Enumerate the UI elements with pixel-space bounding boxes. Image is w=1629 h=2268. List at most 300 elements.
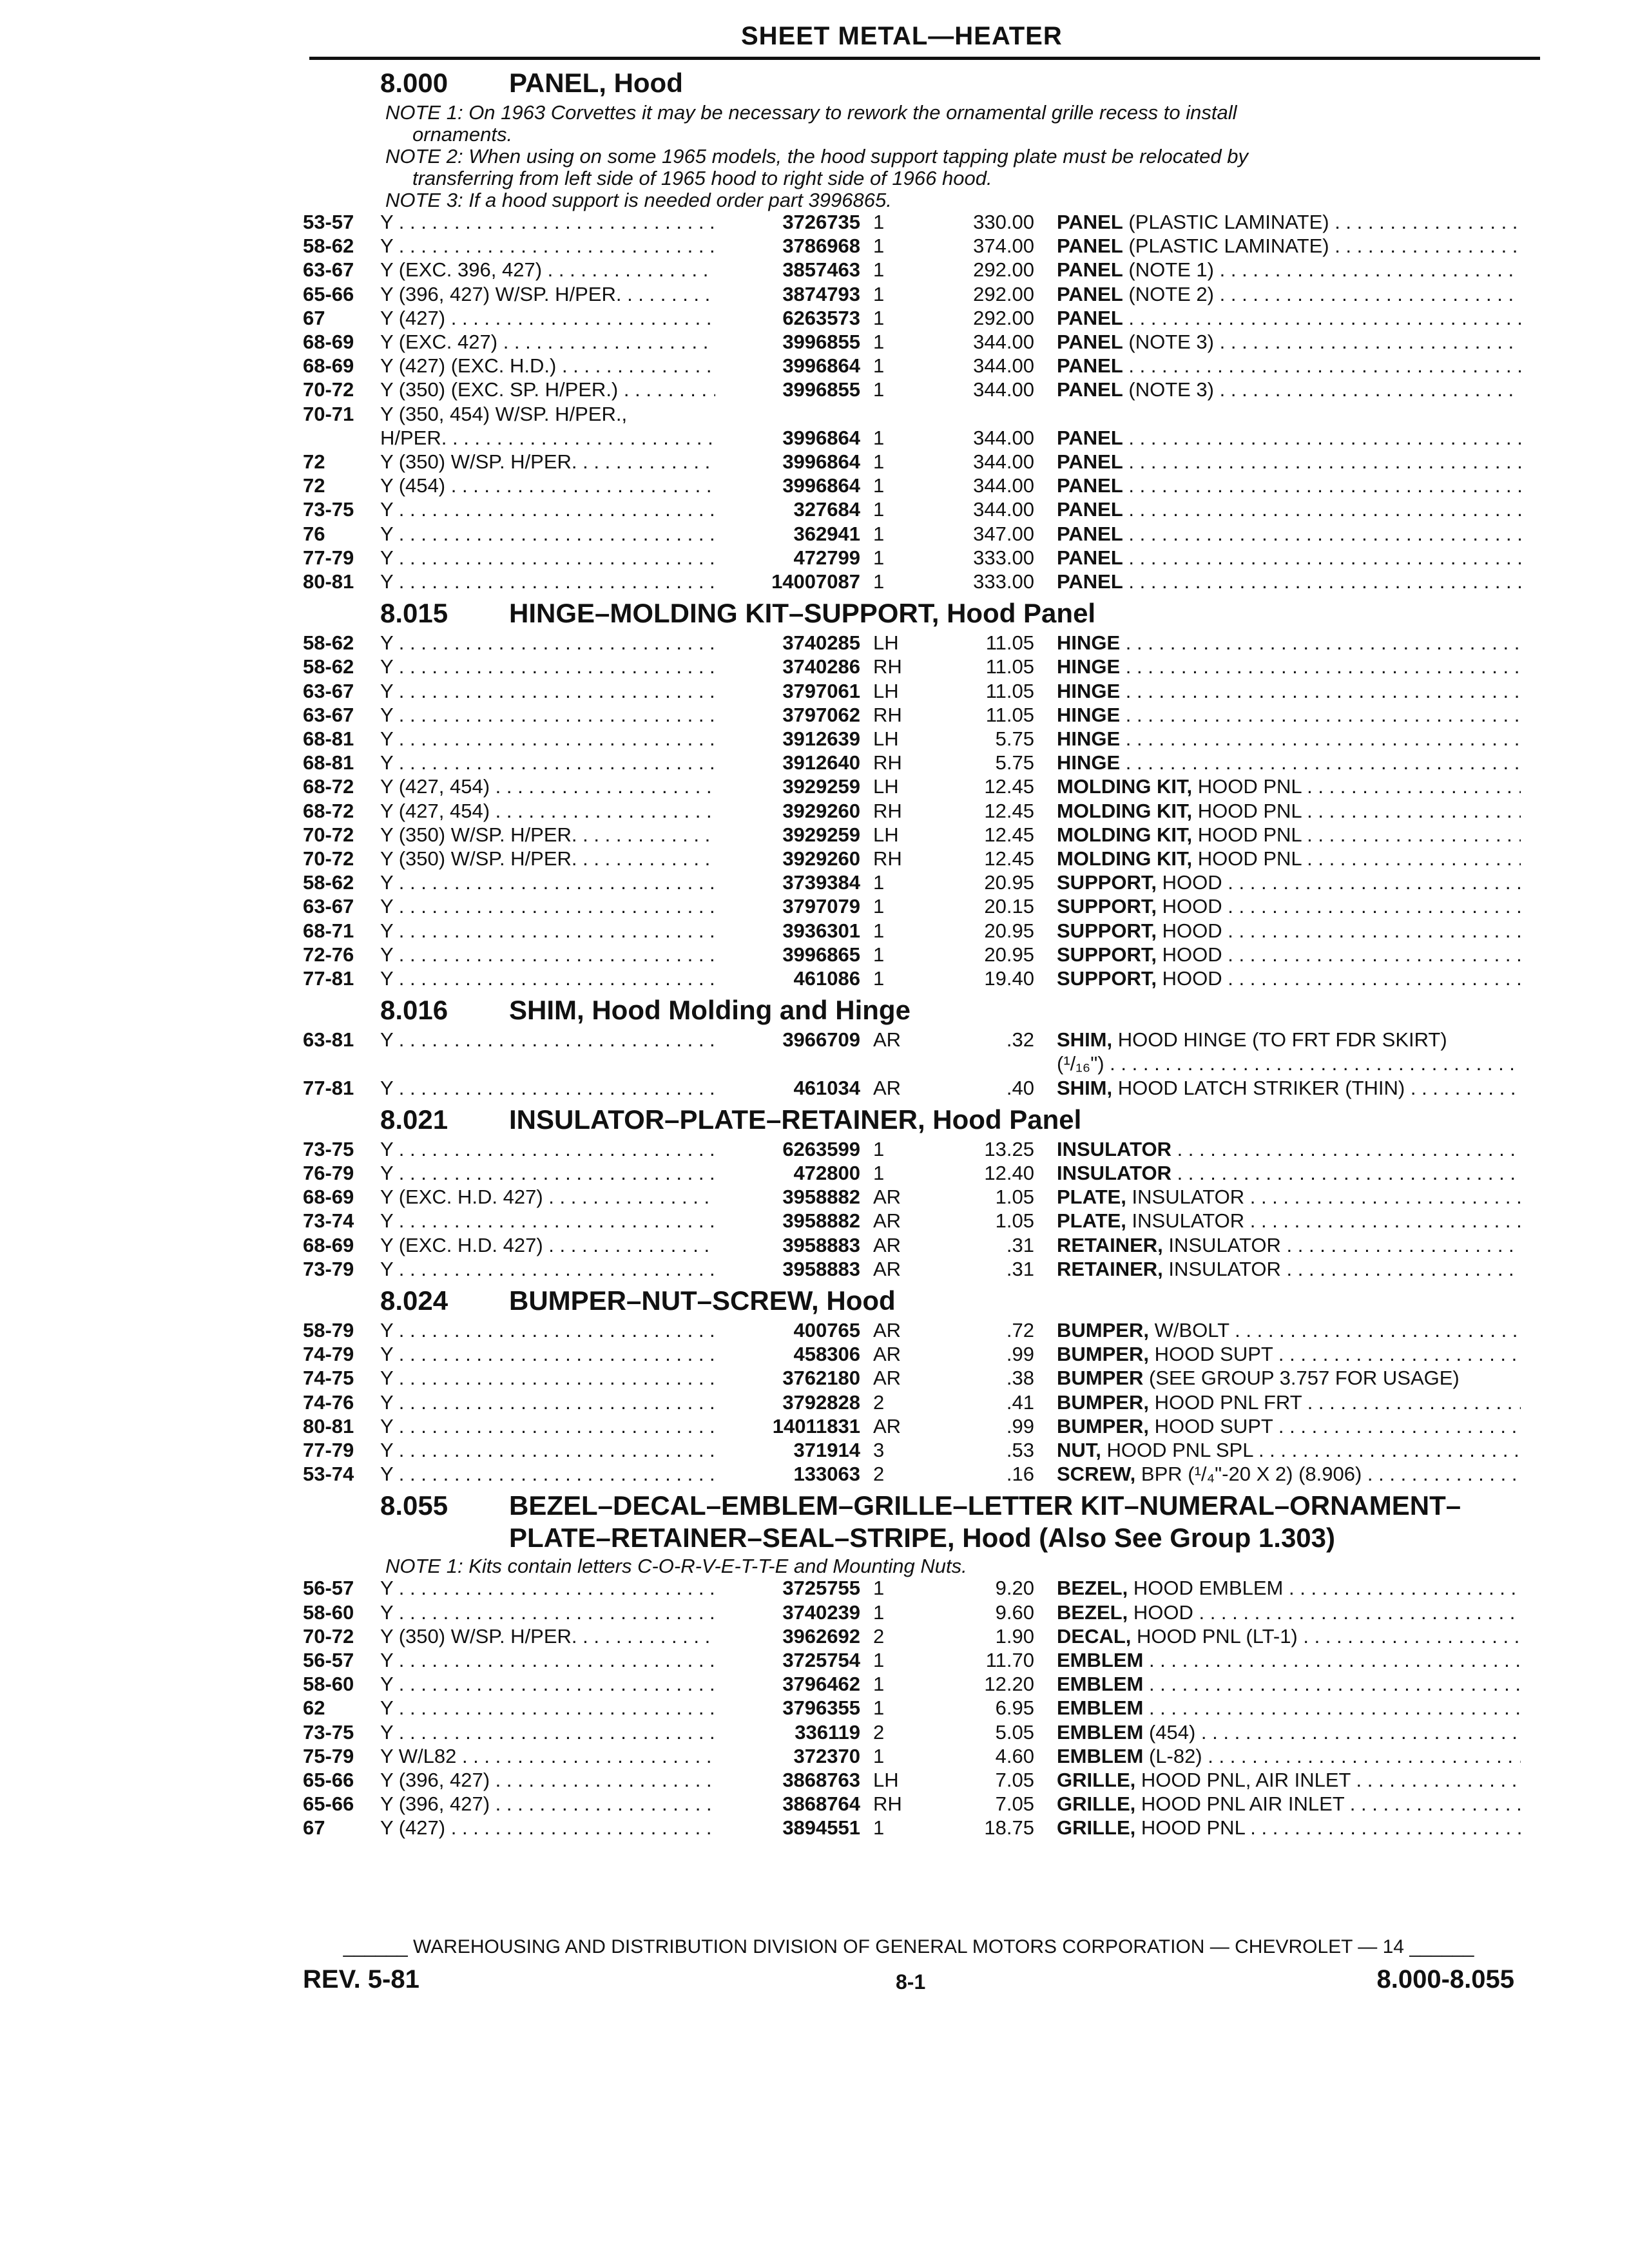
- row-part-number: 3797079: [782, 895, 860, 918]
- parts-row: [0, 1696, 1629, 1721]
- row-price: 344.00: [973, 474, 1034, 497]
- row-description-bold: BEZEL,: [1057, 1600, 1128, 1624]
- row-years: 67: [303, 1816, 325, 1840]
- row-description-bold: DECAL,: [1057, 1624, 1132, 1648]
- row-quantity: AR: [873, 1257, 901, 1280]
- row-description: [1057, 1052, 1521, 1075]
- row-years: 53-57: [303, 211, 354, 233]
- row-description-bold: EMBLEM: [1057, 1696, 1144, 1720]
- row-years: 58-60: [303, 1673, 354, 1696]
- section-note: transferring from left side of 1965 hood to right side of 1966 hood.: [412, 167, 992, 189]
- row-price: 12.45: [984, 775, 1034, 798]
- row-model: Y . . .: [380, 1138, 715, 1161]
- row-quantity: 1: [873, 498, 885, 521]
- row-quantity: LH: [873, 679, 899, 702]
- row-description: [1057, 450, 1521, 474]
- row-description-text: HOOD: [1157, 967, 1222, 990]
- row-description-text: INSULATOR: [1162, 1233, 1281, 1256]
- row-years: 70-72: [303, 1624, 354, 1648]
- row-years: 63-67: [303, 679, 354, 702]
- row-quantity: RH: [873, 655, 902, 678]
- row-part-number: 14011831: [772, 1414, 860, 1437]
- row-description-text: INSULATOR: [1162, 1257, 1281, 1280]
- row-part-number: 3929259: [782, 775, 860, 798]
- parts-row: [0, 1721, 1629, 1745]
- row-quantity: 1: [873, 919, 885, 942]
- row-description-bold: GRILLE,: [1057, 1816, 1136, 1840]
- row-part-number: 3996864: [782, 474, 860, 497]
- parts-row: [0, 283, 1629, 307]
- row-description: [1057, 1343, 1521, 1366]
- row-years: 72: [303, 474, 325, 497]
- row-years: 68-69: [303, 331, 354, 353]
- row-model: Y . . .: [380, 1649, 715, 1672]
- row-description-bold: HINGE: [1057, 727, 1121, 750]
- row-model: Y . . .: [380, 1343, 715, 1366]
- parts-row: [0, 1601, 1629, 1626]
- row-description: [1057, 1162, 1521, 1185]
- section-number: 8.024: [380, 1285, 448, 1316]
- row-model: Y . . .: [380, 1673, 715, 1696]
- row-part-number: 472800: [793, 1162, 860, 1184]
- row-quantity: RH: [873, 847, 902, 870]
- row-description-text: HOOD PNL: [1192, 775, 1302, 798]
- row-description: [1057, 1769, 1521, 1792]
- parts-row: [0, 1343, 1629, 1367]
- parts-row: [0, 631, 1629, 656]
- parts-row: [0, 1319, 1629, 1343]
- row-quantity: LH: [873, 631, 899, 655]
- row-description: [1057, 1415, 1521, 1438]
- row-model: Y (427) . . .: [380, 307, 715, 330]
- row-years: 58-62: [303, 631, 354, 655]
- row-part-number: 3796355: [782, 1696, 860, 1720]
- row-description-bold: EMBLEM: [1057, 1673, 1144, 1696]
- row-quantity: 1: [873, 1600, 885, 1624]
- row-model: Y . . .: [380, 871, 715, 894]
- row-price: 344.00: [973, 331, 1034, 353]
- row-description-bold: SUPPORT,: [1057, 919, 1157, 942]
- row-description-bold: PANEL: [1057, 474, 1123, 497]
- row-quantity: RH: [873, 751, 902, 774]
- row-model: Y . . .: [380, 523, 715, 546]
- parts-row: [0, 800, 1629, 824]
- parts-row: [0, 1367, 1629, 1391]
- parts-row: [0, 403, 1629, 427]
- row-part-number: 3874793: [782, 282, 860, 305]
- row-description: [1057, 1439, 1521, 1462]
- row-part-number: 3996855: [782, 378, 860, 401]
- row-model: Y (350, 454) W/SP. H/PER.,: [380, 402, 628, 425]
- row-description-text: HOOD EMBLEM: [1128, 1577, 1284, 1600]
- row-quantity: 1: [873, 1162, 885, 1184]
- row-description: [1057, 1673, 1521, 1696]
- parts-row: [0, 523, 1629, 547]
- parts-row: [0, 570, 1629, 595]
- row-years: 80-81: [303, 570, 354, 593]
- row-years: 76: [303, 522, 325, 545]
- row-model: Y . . .: [380, 727, 715, 751]
- row-years: 68-72: [303, 799, 354, 822]
- row-years: 70-72: [303, 823, 354, 846]
- row-part-number: 3739384: [782, 871, 860, 894]
- section-number: 8.015: [380, 598, 448, 629]
- row-description-bold: RETAINER,: [1057, 1233, 1163, 1256]
- row-description-bold: HINGE: [1057, 655, 1121, 678]
- row-description-bold: PANEL: [1057, 235, 1123, 258]
- row-model: Y . . .: [380, 655, 715, 678]
- row-description: [1057, 847, 1521, 870]
- row-model: Y (350) W/SP. H/PER. . . .: [380, 450, 715, 474]
- row-quantity: 1: [873, 895, 885, 918]
- row-description: [1057, 775, 1521, 798]
- row-quantity: 1: [873, 1649, 885, 1671]
- row-years: 74-76: [303, 1390, 354, 1414]
- parts-row: [0, 943, 1629, 968]
- row-description-bold: PANEL: [1057, 331, 1123, 353]
- row-years: 68-71: [303, 919, 354, 942]
- row-quantity: AR: [873, 1367, 901, 1390]
- row-price: 374.00: [973, 235, 1034, 258]
- row-description: [1057, 1209, 1521, 1233]
- row-quantity: LH: [873, 1769, 899, 1791]
- row-description-text: HOOD PNL FRT: [1148, 1390, 1302, 1414]
- row-price: 11.70: [985, 1649, 1034, 1671]
- row-model: Y (EXC. 396, 427) . . .: [380, 258, 715, 282]
- row-part-number: 3929259: [782, 823, 860, 846]
- parts-row: [0, 211, 1629, 235]
- row-description-bold: SUPPORT,: [1057, 943, 1157, 966]
- row-description-text: HOOD: [1157, 871, 1222, 894]
- row-model: Y . . .: [380, 967, 715, 990]
- row-years: 70-71: [303, 402, 354, 425]
- row-description: [1057, 570, 1521, 593]
- row-model: Y . . .: [380, 1391, 715, 1414]
- row-price: 12.45: [984, 799, 1034, 822]
- parts-row: [0, 775, 1629, 800]
- row-model: Y (427, 454) . . .: [380, 800, 715, 823]
- row-quantity: 2: [873, 1624, 885, 1648]
- section-note: NOTE 3: If a hood support is needed order part 3996865.: [385, 189, 892, 211]
- row-description: [1057, 823, 1521, 847]
- row-quantity: 1: [873, 967, 885, 990]
- row-model: Y . . .: [380, 895, 715, 918]
- row-price: 344.00: [973, 354, 1034, 378]
- row-quantity: AR: [873, 1414, 901, 1437]
- row-price: 12.20: [984, 1673, 1034, 1696]
- row-description-text: HOOD: [1128, 1600, 1193, 1624]
- row-part-number: 3966709: [782, 1028, 860, 1052]
- row-model: Y (427) . . .: [380, 1816, 715, 1840]
- row-quantity: AR: [873, 1028, 901, 1052]
- row-part-number: 3740285: [782, 631, 860, 655]
- row-price: 18.75: [984, 1816, 1034, 1840]
- row-price: 13.25: [984, 1137, 1034, 1160]
- row-years: 68-69: [303, 354, 354, 378]
- row-description-bold: HINGE: [1057, 631, 1121, 655]
- row-model: Y . . .: [380, 1028, 715, 1052]
- row-price: .99: [1006, 1343, 1034, 1366]
- row-description-bold: SHIM,: [1057, 1076, 1113, 1099]
- row-description-text: (PLASTIC LAMINATE): [1123, 211, 1329, 233]
- row-description-bold: SUPPORT,: [1057, 871, 1157, 894]
- row-model: Y (454) . . .: [380, 474, 715, 497]
- parts-row: [0, 751, 1629, 776]
- row-price: 344.00: [973, 498, 1034, 521]
- row-quantity: 1: [873, 1744, 885, 1767]
- page-header-title: SHEET METAL—HEATER: [741, 22, 1063, 50]
- row-description: [1057, 427, 1521, 450]
- section-title: PANEL, Hood: [509, 68, 683, 98]
- row-model: Y (396, 427) . . .: [380, 1792, 715, 1816]
- row-quantity: 1: [873, 1696, 885, 1720]
- section-title: BEZEL–DECAL–EMBLEM–GRILLE–LETTER KIT–NUMERAL–ORNAMENT–: [509, 1490, 1461, 1521]
- parts-row: [0, 727, 1629, 752]
- parts-row: [0, 1234, 1629, 1258]
- parts-row: [0, 655, 1629, 680]
- row-model: Y . . .: [380, 1162, 715, 1185]
- row-price: .38: [1006, 1367, 1034, 1390]
- row-description: [1057, 1601, 1521, 1624]
- row-quantity: 1: [873, 331, 885, 353]
- row-description-bold: PANEL: [1057, 211, 1123, 233]
- row-years: 73-75: [303, 1720, 354, 1744]
- row-years: 77-79: [303, 1439, 354, 1461]
- row-description-text: (NOTE 1): [1123, 258, 1214, 282]
- row-description: [1057, 258, 1521, 282]
- row-years: 73-75: [303, 498, 354, 521]
- parts-row: [0, 1028, 1629, 1053]
- parts-row: [0, 1186, 1629, 1210]
- row-model: Y . . .: [380, 943, 715, 966]
- section-title: SHIM, Hood Molding and Hinge: [509, 995, 911, 1026]
- row-quantity: LH: [873, 775, 899, 798]
- row-quantity: 1: [873, 1577, 885, 1600]
- row-part-number: 3996865: [782, 943, 860, 966]
- parts-row: [0, 1391, 1629, 1416]
- row-quantity: LH: [873, 823, 899, 846]
- parts-row: [0, 378, 1629, 403]
- row-quantity: RH: [873, 1792, 902, 1816]
- row-description-bold: INSULATOR: [1057, 1162, 1171, 1184]
- row-description-text: HOOD SUPT: [1148, 1343, 1273, 1366]
- row-price: 347.00: [973, 522, 1034, 545]
- row-years: 77-79: [303, 546, 354, 569]
- row-description-text: INSULATOR: [1126, 1209, 1245, 1233]
- row-years: 75-79: [303, 1744, 354, 1767]
- parts-row: [0, 1577, 1629, 1601]
- row-price: 20.95: [984, 919, 1034, 942]
- section-note: ornaments.: [412, 123, 513, 146]
- section-title: INSULATOR–PLATE–RETAINER, Hood Panel: [509, 1104, 1082, 1135]
- row-price: 20.15: [984, 895, 1034, 918]
- parts-row: [0, 1162, 1629, 1186]
- row-quantity: AR: [873, 1076, 901, 1099]
- row-description-text: HOOD PNL (LT-1): [1131, 1624, 1298, 1648]
- row-years: 74-79: [303, 1343, 354, 1366]
- row-part-number: 3958882: [782, 1186, 860, 1209]
- row-years: 80-81: [303, 1414, 354, 1437]
- row-description: [1057, 354, 1521, 378]
- row-description: [1057, 523, 1521, 546]
- row-description-bold: PANEL: [1057, 282, 1123, 305]
- row-model: Y . . .: [380, 919, 715, 943]
- row-price: 333.00: [973, 570, 1034, 593]
- row-price: 12.45: [984, 847, 1034, 870]
- row-description-bold: PANEL: [1057, 306, 1123, 329]
- row-description-text: HOOD PNL: [1192, 799, 1302, 822]
- row-description-text: HOOD SUPT: [1148, 1414, 1273, 1437]
- row-part-number: 133063: [793, 1463, 860, 1486]
- row-part-number: 371914: [793, 1439, 860, 1461]
- row-part-number: 3958883: [782, 1257, 860, 1280]
- row-description: [1057, 895, 1521, 918]
- row-quantity: RH: [873, 799, 902, 822]
- row-description: [1057, 1077, 1521, 1100]
- row-years: 58-62: [303, 235, 354, 258]
- row-part-number: 458306: [793, 1343, 860, 1366]
- row-years: 77-81: [303, 967, 354, 990]
- row-description-text: HOOD PNL, AIR INLET: [1135, 1769, 1351, 1791]
- row-quantity: 1: [873, 282, 885, 305]
- row-description-text: HOOD: [1157, 895, 1222, 918]
- row-price: 330.00: [973, 211, 1034, 233]
- row-description-bold: BUMPER,: [1057, 1319, 1149, 1341]
- row-years: 68-72: [303, 775, 354, 798]
- row-model: Y (350) (EXC. SP. H/PER.) . . .: [380, 378, 715, 401]
- row-description: [1057, 1028, 1521, 1052]
- parts-row: [0, 474, 1629, 499]
- row-price: 5.75: [995, 751, 1034, 774]
- row-price: 344.00: [973, 450, 1034, 473]
- row-quantity: 1: [873, 354, 885, 378]
- row-price: 11.05: [985, 703, 1034, 726]
- row-price: 20.95: [984, 943, 1034, 966]
- row-description-bold: MOLDING KIT,: [1057, 823, 1193, 846]
- row-description: [1057, 474, 1521, 497]
- row-years: 63-67: [303, 895, 354, 918]
- row-years: 56-57: [303, 1577, 354, 1600]
- row-description-bold: PANEL: [1057, 570, 1123, 593]
- row-price: 11.05: [985, 679, 1034, 702]
- row-part-number: 6263573: [782, 306, 860, 329]
- row-part-number: 3796462: [782, 1673, 860, 1696]
- row-part-number: 3740286: [782, 655, 860, 678]
- row-quantity: 1: [873, 1673, 885, 1696]
- row-description-text: HOOD LATCH STRIKER (THIN): [1112, 1076, 1405, 1099]
- footer-revision: REV. 5-81: [303, 1965, 419, 1994]
- row-part-number: 372370: [793, 1744, 860, 1767]
- parts-row: [0, 1439, 1629, 1463]
- row-price: 4.60: [995, 1744, 1034, 1767]
- section-number: 8.021: [380, 1104, 448, 1135]
- row-description-text: (NOTE 2): [1123, 282, 1214, 305]
- section-note: NOTE 2: When using on some 1965 models, the hood support tapping plate must be relocated by: [385, 145, 1248, 168]
- parts-row: [0, 967, 1629, 992]
- row-part-number: 3792828: [782, 1390, 860, 1414]
- row-price: 6.95: [995, 1696, 1034, 1720]
- row-price: 333.00: [973, 546, 1034, 569]
- row-price: 12.40: [984, 1162, 1034, 1184]
- row-description-bold: PANEL: [1057, 546, 1123, 569]
- row-model: Y . . .: [380, 1439, 715, 1462]
- parts-row: [0, 1138, 1629, 1162]
- row-description: [1057, 1577, 1521, 1600]
- row-years: 56-57: [303, 1649, 354, 1671]
- row-part-number: 3958882: [782, 1209, 860, 1233]
- row-years: 68-69: [303, 1233, 354, 1256]
- row-description-bold: PANEL: [1057, 354, 1123, 378]
- row-description-bold: GRILLE,: [1057, 1792, 1136, 1816]
- row-description-text: HOOD PNL: [1135, 1816, 1245, 1840]
- row-model: Y . . .: [380, 751, 715, 774]
- row-model: Y . . .: [380, 704, 715, 727]
- footer-group-range: 8.000-8.055: [1376, 1965, 1514, 1994]
- row-quantity: 1: [873, 1137, 885, 1160]
- row-model: Y . . .: [380, 631, 715, 655]
- parts-row: [0, 354, 1629, 379]
- row-description: [1057, 378, 1521, 401]
- parts-row: [0, 235, 1629, 259]
- row-price: 344.00: [973, 378, 1034, 401]
- row-quantity: AR: [873, 1319, 901, 1341]
- row-part-number: 6263599: [782, 1137, 860, 1160]
- row-description-bold: GRILLE,: [1057, 1769, 1136, 1791]
- row-description-bold: EMBLEM: [1057, 1720, 1144, 1744]
- row-price: .72: [1006, 1319, 1034, 1341]
- row-price: 9.60: [995, 1600, 1034, 1624]
- parts-row: [0, 823, 1629, 848]
- row-price: 11.05: [985, 655, 1034, 678]
- row-description: [1057, 1138, 1521, 1161]
- row-years: 63-67: [303, 258, 354, 282]
- row-part-number: 3929260: [782, 847, 860, 870]
- row-part-number: 3725755: [782, 1577, 860, 1600]
- row-years: 76-79: [303, 1162, 354, 1184]
- parts-row: [0, 871, 1629, 896]
- row-price: 11.05: [985, 631, 1034, 655]
- row-years: 68-81: [303, 727, 354, 750]
- row-model: Y W/L82 . . .: [380, 1745, 715, 1768]
- row-part-number: 3726735: [782, 211, 860, 233]
- row-part-number: 3725754: [782, 1649, 860, 1671]
- row-model: Y . . .: [380, 680, 715, 703]
- row-years: 63-81: [303, 1028, 354, 1052]
- row-description: [1057, 704, 1521, 727]
- row-description-bold: PLATE,: [1057, 1209, 1126, 1233]
- row-description: [1057, 283, 1521, 306]
- row-part-number: 327684: [793, 498, 860, 521]
- row-model: Y (EXC. 427) . . .: [380, 331, 715, 354]
- row-description: [1057, 235, 1521, 258]
- row-years: 68-81: [303, 751, 354, 774]
- parts-row: [0, 331, 1629, 355]
- row-years: 77-81: [303, 1076, 354, 1099]
- header-rule: [309, 57, 1540, 60]
- row-description-bold: PANEL: [1057, 498, 1123, 521]
- row-part-number: 3868763: [782, 1769, 860, 1791]
- row-model: Y (350) W/SP. H/PER. . . .: [380, 1625, 715, 1648]
- footer-page-number: 8-1: [896, 1970, 926, 1994]
- parts-row: [0, 307, 1629, 331]
- row-model: Y . . .: [380, 1077, 715, 1100]
- row-quantity: 1: [873, 450, 885, 473]
- section-number: 8.016: [380, 995, 448, 1026]
- row-quantity: LH: [873, 727, 899, 750]
- row-part-number: 3996864: [782, 354, 860, 378]
- row-model: Y . . .: [380, 235, 715, 258]
- row-years: 53-74: [303, 1463, 354, 1486]
